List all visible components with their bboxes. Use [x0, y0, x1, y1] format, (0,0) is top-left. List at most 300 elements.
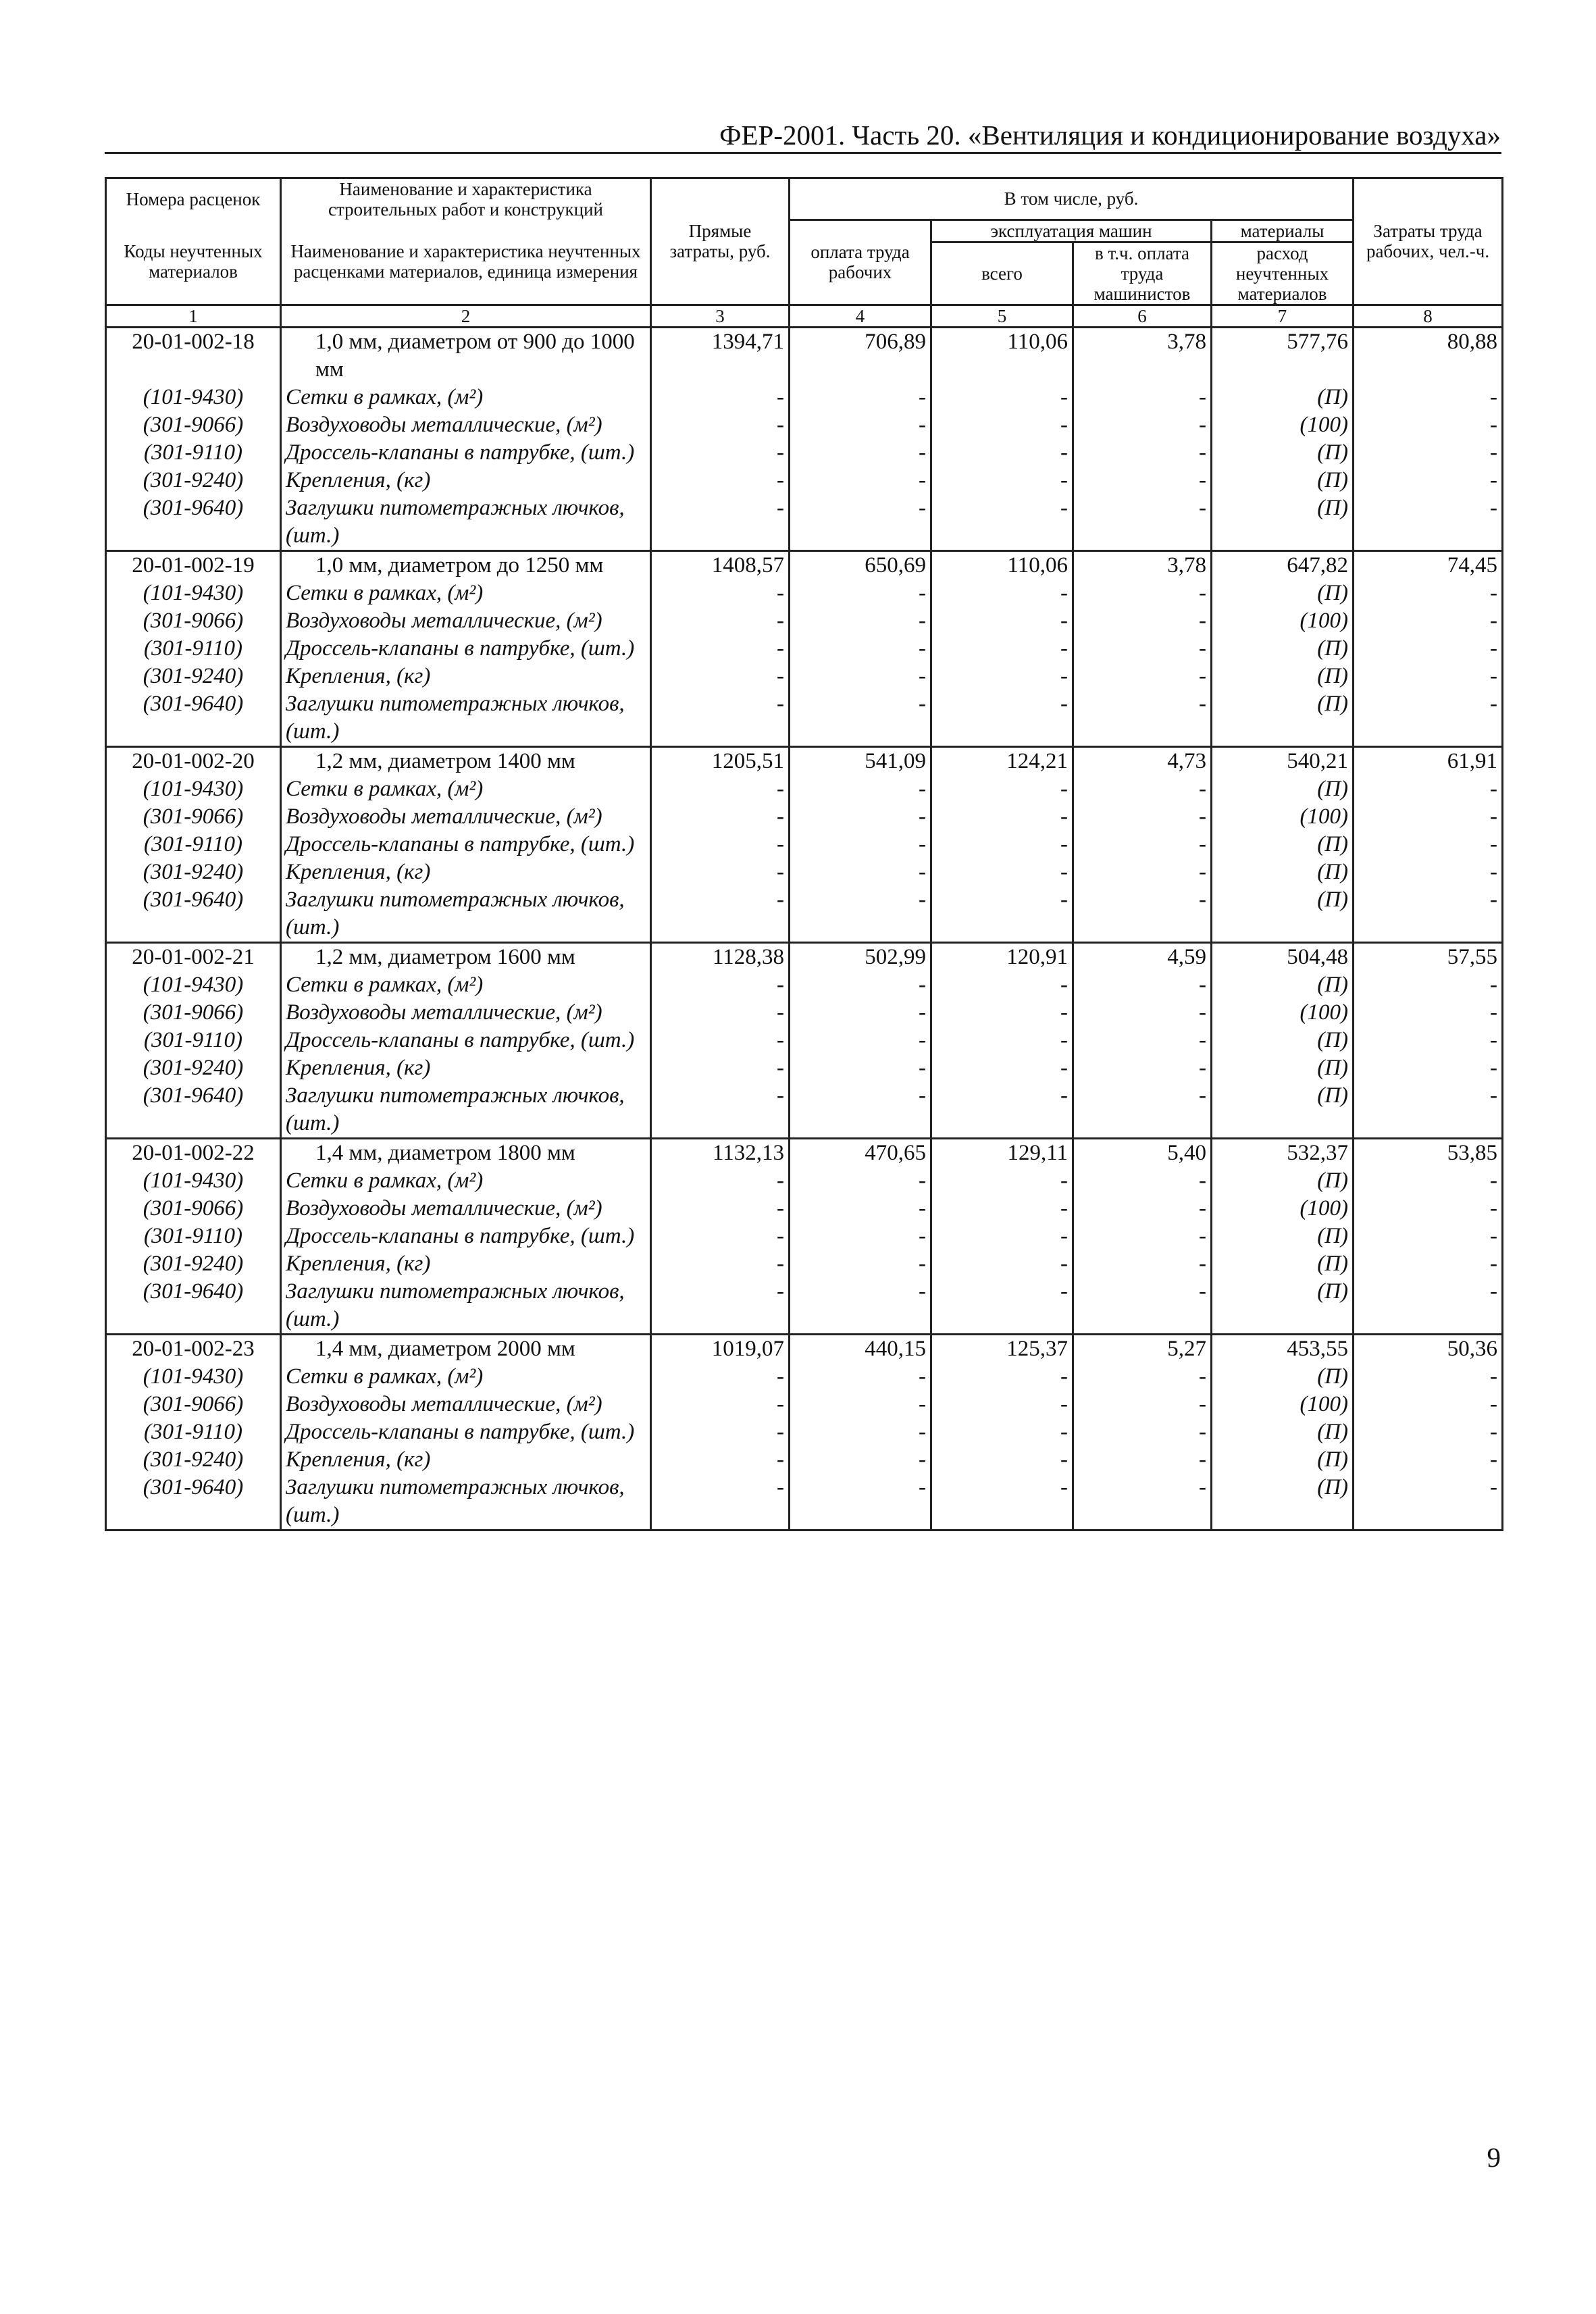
dash-cell: -: [1354, 1363, 1503, 1391]
dash-cell: -: [931, 999, 1073, 1027]
materials-cost: 532,37: [1212, 1138, 1354, 1167]
running-header: ФЕР-2001. Часть 20. «Вентиляция и кондиционирование воздуха»: [719, 120, 1501, 151]
material-code: (301-9110): [106, 1223, 281, 1250]
dash-cell: -: [651, 775, 790, 803]
header-work-name: Наименование и характеристика строительных работ и конструкций: [281, 178, 651, 220]
dash-cell: -: [790, 635, 931, 663]
dash-cell: -: [1073, 580, 1212, 607]
material-code: (301-9240): [106, 467, 281, 494]
material-row: [106, 1167, 1503, 1195]
dash-cell: -: [931, 775, 1073, 803]
material-code: (301-9110): [106, 1418, 281, 1446]
operator-pay: 5,40: [1073, 1138, 1212, 1167]
page-number: 9: [1487, 2142, 1501, 2173]
material-quantity: (П): [1212, 1027, 1354, 1054]
materials-cost: 647,82: [1212, 550, 1354, 580]
material-quantity: (П): [1212, 663, 1354, 690]
rate-code: 20-01-002-20: [106, 746, 281, 775]
worker-pay: 650,69: [790, 550, 931, 580]
material-quantity: (П): [1212, 439, 1354, 467]
rate-code: 20-01-002-18: [106, 327, 281, 384]
labor-hours: 50,36: [1354, 1334, 1503, 1363]
dash-cell: -: [1354, 1391, 1503, 1418]
material-quantity: (П): [1212, 1054, 1354, 1082]
header-materials: материалы: [1212, 220, 1354, 242]
material-quantity: (П): [1212, 384, 1354, 411]
machines-total: 129,11: [931, 1138, 1073, 1167]
material-quantity: (П): [1212, 580, 1354, 607]
dash-cell: -: [790, 999, 931, 1027]
labor-hours: 61,91: [1354, 746, 1503, 775]
dash-cell: -: [931, 607, 1073, 635]
material-quantity: (П): [1212, 1223, 1354, 1250]
dash-cell: -: [1354, 1195, 1503, 1223]
dash-cell: -: [1354, 494, 1503, 551]
material-row: [106, 690, 1503, 747]
dash-cell: -: [1073, 607, 1212, 635]
material-row: [106, 384, 1503, 411]
material-quantity: (П): [1212, 1474, 1354, 1531]
dash-cell: -: [790, 1027, 931, 1054]
dash-cell: -: [651, 494, 790, 551]
material-name: Дроссель-клапаны в патрубке, (шт.): [281, 439, 651, 467]
material-quantity: (100): [1212, 1195, 1354, 1223]
header-machines: эксплуатация машин: [931, 220, 1212, 242]
dash-cell: -: [1073, 663, 1212, 690]
operator-pay: 5,27: [1073, 1334, 1212, 1363]
column-number: 4: [790, 305, 931, 327]
rate-code: 20-01-002-19: [106, 550, 281, 580]
header-direct-costs: Прямые затраты, руб.: [651, 178, 790, 305]
material-name: Крепления, (кг): [281, 467, 651, 494]
dash-cell: -: [790, 1474, 931, 1531]
material-quantity: (П): [1212, 494, 1354, 551]
dash-cell: -: [1073, 467, 1212, 494]
material-code: (301-9066): [106, 999, 281, 1027]
dash-cell: -: [1073, 635, 1212, 663]
material-row: [106, 439, 1503, 467]
dash-cell: -: [651, 999, 790, 1027]
material-row: [106, 1027, 1503, 1054]
material-quantity: (П): [1212, 1446, 1354, 1474]
rate-row: [106, 942, 1503, 971]
material-code: (301-9066): [106, 411, 281, 439]
dash-cell: -: [931, 831, 1073, 858]
direct-costs: 1019,07: [651, 1334, 790, 1363]
dash-cell: -: [790, 580, 931, 607]
dash-cell: -: [1073, 775, 1212, 803]
direct-costs: 1394,71: [651, 327, 790, 384]
worker-pay: 706,89: [790, 327, 931, 384]
material-name: Воздуховоды металлические, (м²): [281, 803, 651, 831]
dash-cell: -: [931, 1278, 1073, 1335]
dash-cell: -: [651, 1250, 790, 1278]
material-name: Дроссель-клапаны в патрубке, (шт.): [281, 1223, 651, 1250]
dash-cell: -: [790, 384, 931, 411]
material-quantity: (100): [1212, 803, 1354, 831]
dash-cell: -: [931, 1195, 1073, 1223]
material-quantity: (П): [1212, 1418, 1354, 1446]
dash-cell: -: [1354, 1278, 1503, 1335]
direct-costs: 1408,57: [651, 550, 790, 580]
dash-cell: -: [790, 1167, 931, 1195]
direct-costs: 1205,51: [651, 746, 790, 775]
rate-code: 20-01-002-21: [106, 942, 281, 971]
column-number: 2: [281, 305, 651, 327]
material-row: [106, 663, 1503, 690]
material-row: [106, 1418, 1503, 1446]
dash-cell: -: [931, 467, 1073, 494]
dash-cell: -: [651, 411, 790, 439]
dash-cell: -: [931, 1082, 1073, 1139]
header-rule: [105, 152, 1501, 154]
material-name: Крепления, (кг): [281, 1250, 651, 1278]
material-code: (301-9240): [106, 858, 281, 886]
dash-cell: -: [1354, 831, 1503, 858]
dash-cell: -: [651, 1278, 790, 1335]
rate-row: [106, 746, 1503, 775]
dash-cell: -: [651, 1195, 790, 1223]
rate-row: [106, 1138, 1503, 1167]
dash-cell: -: [1354, 1054, 1503, 1082]
material-code: (301-9066): [106, 607, 281, 635]
material-code: (301-9240): [106, 663, 281, 690]
material-name: Сетки в рамках, (м²): [281, 580, 651, 607]
dash-cell: -: [1354, 635, 1503, 663]
column-number: 7: [1212, 305, 1354, 327]
material-quantity: (100): [1212, 411, 1354, 439]
material-code: (301-9640): [106, 494, 281, 551]
material-row: [106, 1250, 1503, 1278]
dash-cell: -: [1073, 1167, 1212, 1195]
work-name: 1,2 мм, диаметром 1600 мм: [281, 942, 651, 971]
material-name: Дроссель-клапаны в патрубке, (шт.): [281, 1418, 651, 1446]
material-row: [106, 607, 1503, 635]
dash-cell: -: [1354, 1082, 1503, 1139]
dash-cell: -: [1073, 1418, 1212, 1446]
dash-cell: -: [651, 607, 790, 635]
dash-cell: -: [931, 1418, 1073, 1446]
dash-cell: -: [651, 1391, 790, 1418]
dash-cell: -: [1354, 971, 1503, 999]
material-row: [106, 1363, 1503, 1391]
work-name: 1,4 мм, диаметром 2000 мм: [281, 1334, 651, 1363]
dash-cell: -: [651, 384, 790, 411]
materials-cost: 453,55: [1212, 1334, 1354, 1363]
work-name: 1,0 мм, диаметром от 900 до 1000 мм: [281, 327, 651, 384]
material-name: Сетки в рамках, (м²): [281, 1363, 651, 1391]
material-name: Сетки в рамках, (м²): [281, 775, 651, 803]
material-code: (301-9110): [106, 635, 281, 663]
material-name: Заглушки питометражных лючков, (шт.): [281, 1474, 651, 1531]
dash-cell: -: [931, 971, 1073, 999]
rate-code: 20-01-002-22: [106, 1138, 281, 1167]
dash-cell: -: [931, 411, 1073, 439]
material-quantity: (П): [1212, 1250, 1354, 1278]
dash-cell: -: [790, 971, 931, 999]
header-including: В том числе, руб.: [790, 178, 1354, 220]
material-quantity: (П): [1212, 690, 1354, 747]
dash-cell: -: [651, 831, 790, 858]
machines-total: 125,37: [931, 1334, 1073, 1363]
dash-cell: -: [651, 886, 790, 943]
material-quantity: (100): [1212, 607, 1354, 635]
dash-cell: -: [931, 1391, 1073, 1418]
dash-cell: -: [651, 1054, 790, 1082]
material-name: Сетки в рамках, (м²): [281, 971, 651, 999]
material-quantity: (П): [1212, 831, 1354, 858]
material-quantity: (П): [1212, 635, 1354, 663]
dash-cell: -: [1354, 580, 1503, 607]
dash-cell: -: [931, 384, 1073, 411]
material-quantity: (П): [1212, 858, 1354, 886]
dash-cell: -: [1073, 1278, 1212, 1335]
material-name: Крепления, (кг): [281, 1446, 651, 1474]
worker-pay: 502,99: [790, 942, 931, 971]
machines-total: 110,06: [931, 550, 1073, 580]
material-code: (101-9430): [106, 1167, 281, 1195]
material-name: Сетки в рамках, (м²): [281, 1167, 651, 1195]
labor-hours: 57,55: [1354, 942, 1503, 971]
work-name: 1,2 мм, диаметром 1400 мм: [281, 746, 651, 775]
material-row: [106, 858, 1503, 886]
dash-cell: -: [1354, 439, 1503, 467]
dash-cell: -: [1354, 663, 1503, 690]
material-row: [106, 1391, 1503, 1418]
material-code: (301-9110): [106, 439, 281, 467]
material-row: [106, 411, 1503, 439]
dash-cell: -: [1073, 1363, 1212, 1391]
machines-total: 120,91: [931, 942, 1073, 971]
dash-cell: -: [790, 803, 931, 831]
material-code: (101-9430): [106, 580, 281, 607]
material-code: (301-9640): [106, 1082, 281, 1139]
operator-pay: 4,73: [1073, 746, 1212, 775]
dash-cell: -: [790, 858, 931, 886]
dash-cell: -: [1073, 1474, 1212, 1531]
dash-cell: -: [790, 1195, 931, 1223]
dash-cell: -: [1354, 1250, 1503, 1278]
dash-cell: -: [790, 1278, 931, 1335]
dash-cell: -: [1073, 1054, 1212, 1082]
material-row: [106, 1195, 1503, 1223]
material-row: [106, 1054, 1503, 1082]
dash-cell: -: [931, 1027, 1073, 1054]
material-row: [106, 999, 1503, 1027]
dash-cell: -: [1073, 384, 1212, 411]
column-number-row: [106, 305, 1503, 327]
dash-cell: -: [931, 858, 1073, 886]
dash-cell: -: [1354, 1418, 1503, 1446]
dash-cell: -: [1354, 1474, 1503, 1531]
material-row: [106, 580, 1503, 607]
dash-cell: -: [931, 1363, 1073, 1391]
material-name: Заглушки питометражных лючков, (шт.): [281, 690, 651, 747]
material-code: (301-9240): [106, 1054, 281, 1082]
material-name: Воздуховоды металлические, (м²): [281, 1391, 651, 1418]
dash-cell: -: [651, 1418, 790, 1446]
dash-cell: -: [790, 831, 931, 858]
material-quantity: (П): [1212, 1167, 1354, 1195]
material-name: Сетки в рамках, (м²): [281, 384, 651, 411]
dash-cell: -: [790, 411, 931, 439]
dash-cell: -: [1073, 858, 1212, 886]
dash-cell: -: [790, 1446, 931, 1474]
dash-cell: -: [790, 494, 931, 551]
dash-cell: -: [1354, 1167, 1503, 1195]
dash-cell: -: [1073, 1082, 1212, 1139]
material-name: Заглушки питометражных лючков, (шт.): [281, 1278, 651, 1335]
dash-cell: -: [651, 635, 790, 663]
material-name: Дроссель-клапаны в патрубке, (шт.): [281, 831, 651, 858]
header-rate-numbers: Номера расценок: [106, 178, 281, 220]
dash-cell: -: [931, 886, 1073, 943]
material-quantity: (П): [1212, 467, 1354, 494]
dash-cell: -: [1354, 803, 1503, 831]
material-row: [106, 1446, 1503, 1474]
dash-cell: -: [1354, 384, 1503, 411]
dash-cell: -: [931, 1474, 1073, 1531]
material-quantity: (П): [1212, 1363, 1354, 1391]
dash-cell: -: [651, 1167, 790, 1195]
dash-cell: -: [651, 1082, 790, 1139]
material-row: [106, 467, 1503, 494]
dash-cell: -: [1073, 831, 1212, 858]
dash-cell: -: [651, 1363, 790, 1391]
dash-cell: -: [1354, 467, 1503, 494]
dash-cell: -: [651, 690, 790, 747]
rate-row: [106, 550, 1503, 580]
dash-cell: -: [1354, 607, 1503, 635]
material-code: (301-9640): [106, 1474, 281, 1531]
dash-cell: -: [1073, 1391, 1212, 1418]
labor-hours: 80,88: [1354, 327, 1503, 384]
header-machines-total: всего: [931, 242, 1073, 305]
dash-cell: -: [790, 775, 931, 803]
dash-cell: -: [931, 635, 1073, 663]
material-name: Крепления, (кг): [281, 663, 651, 690]
material-row: [106, 1278, 1503, 1335]
dash-cell: -: [1354, 690, 1503, 747]
header-labor-hours: Затраты труда рабочих, чел.-ч.: [1354, 178, 1503, 305]
dash-cell: -: [790, 663, 931, 690]
dash-cell: -: [931, 1054, 1073, 1082]
dash-cell: -: [1354, 999, 1503, 1027]
labor-hours: 53,85: [1354, 1138, 1503, 1167]
material-row: [106, 971, 1503, 999]
dash-cell: -: [1354, 1446, 1503, 1474]
header-material-codes: Коды неучтенных материалов: [106, 220, 281, 305]
dash-cell: -: [931, 663, 1073, 690]
material-code: (301-9066): [106, 1195, 281, 1223]
dash-cell: -: [1073, 886, 1212, 943]
dash-cell: -: [790, 1223, 931, 1250]
dash-cell: -: [651, 580, 790, 607]
dash-cell: -: [651, 1474, 790, 1531]
dash-cell: -: [1073, 999, 1212, 1027]
direct-costs: 1132,13: [651, 1138, 790, 1167]
dash-cell: -: [790, 439, 931, 467]
material-code: (301-9110): [106, 831, 281, 858]
material-quantity: (П): [1212, 1082, 1354, 1139]
dash-cell: -: [1073, 411, 1212, 439]
machines-total: 124,21: [931, 746, 1073, 775]
material-name: Воздуховоды металлические, (м²): [281, 1195, 651, 1223]
dash-cell: -: [1354, 1223, 1503, 1250]
material-code: (301-9640): [106, 690, 281, 747]
column-number: 1: [106, 305, 281, 327]
materials-cost: 504,48: [1212, 942, 1354, 971]
operator-pay: 3,78: [1073, 550, 1212, 580]
material-name: Заглушки питометражных лючков, (шт.): [281, 886, 651, 943]
rate-row: [106, 1334, 1503, 1363]
dash-cell: -: [790, 690, 931, 747]
material-name: Воздуховоды металлические, (м²): [281, 411, 651, 439]
dash-cell: -: [790, 1418, 931, 1446]
dash-cell: -: [1354, 886, 1503, 943]
dash-cell: -: [1073, 1223, 1212, 1250]
worker-pay: 541,09: [790, 746, 931, 775]
worker-pay: 440,15: [790, 1334, 931, 1363]
dash-cell: -: [790, 1391, 931, 1418]
dash-cell: -: [1073, 1250, 1212, 1278]
header-material-consumption: расход неучтенных материалов: [1212, 242, 1354, 305]
material-name: Крепления, (кг): [281, 858, 651, 886]
material-row: [106, 1223, 1503, 1250]
dash-cell: -: [931, 1446, 1073, 1474]
dash-cell: -: [651, 971, 790, 999]
dash-cell: -: [1354, 775, 1503, 803]
rate-code: 20-01-002-23: [106, 1334, 281, 1363]
material-code: (101-9430): [106, 384, 281, 411]
dash-cell: -: [651, 1027, 790, 1054]
material-name: Заглушки питометражных лючков, (шт.): [281, 494, 651, 551]
dash-cell: -: [790, 1250, 931, 1278]
dash-cell: -: [651, 803, 790, 831]
header-worker-pay: оплата труда рабочих: [790, 220, 931, 305]
material-code: (301-9240): [106, 1446, 281, 1474]
machines-total: 110,06: [931, 327, 1073, 384]
dash-cell: -: [1073, 494, 1212, 551]
material-quantity: (П): [1212, 971, 1354, 999]
direct-costs: 1128,38: [651, 942, 790, 971]
material-code: (301-9066): [106, 803, 281, 831]
dash-cell: -: [1073, 1195, 1212, 1223]
rate-row: [106, 327, 1503, 384]
material-row: [106, 886, 1503, 943]
worker-pay: 470,65: [790, 1138, 931, 1167]
dash-cell: -: [651, 858, 790, 886]
column-number: 8: [1354, 305, 1503, 327]
column-number: 6: [1073, 305, 1212, 327]
material-row: [106, 1474, 1503, 1531]
dash-cell: -: [1354, 1027, 1503, 1054]
material-quantity: (П): [1212, 1278, 1354, 1335]
dash-cell: -: [1354, 858, 1503, 886]
dash-cell: -: [1073, 971, 1212, 999]
materials-cost: 577,76: [1212, 327, 1354, 384]
material-name: Заглушки питометражных лючков, (шт.): [281, 1082, 651, 1139]
dash-cell: -: [1354, 411, 1503, 439]
dash-cell: -: [931, 1167, 1073, 1195]
dash-cell: -: [790, 467, 931, 494]
dash-cell: -: [651, 467, 790, 494]
material-quantity: (П): [1212, 886, 1354, 943]
dash-cell: -: [651, 1446, 790, 1474]
header-operator-pay: в т.ч. оплата труда машинистов: [1073, 242, 1212, 305]
material-quantity: (100): [1212, 1391, 1354, 1418]
dash-cell: -: [790, 1082, 931, 1139]
